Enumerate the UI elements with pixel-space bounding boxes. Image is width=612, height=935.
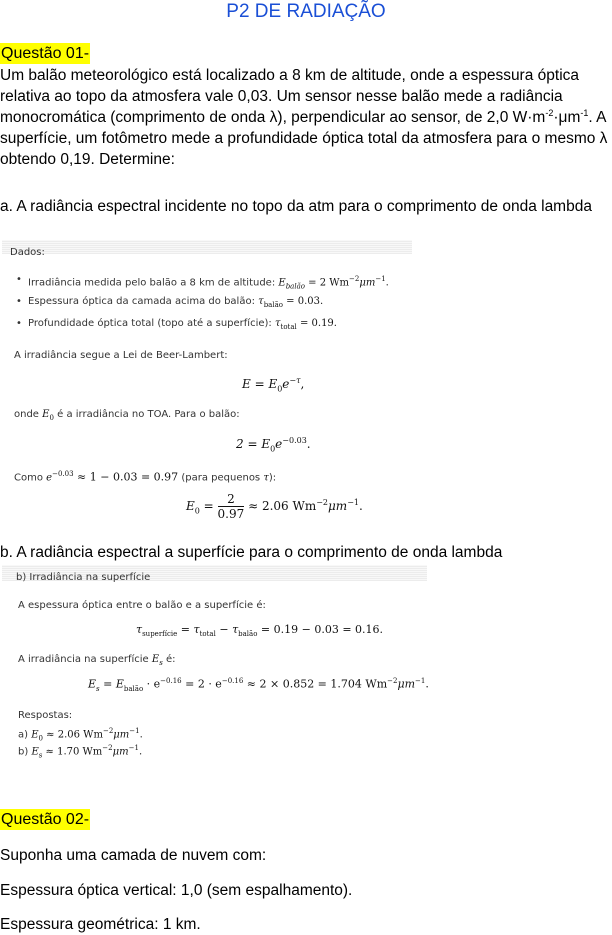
- given-item-2: • Espessura óptica da camada acima do balão: $\tau_{balão} = 0.03$.: [28, 295, 323, 312]
- beer-lambert-text: A irradiância segue a Lei de Beer-Lambert:: [14, 350, 228, 361]
- question-1-statement: Um balão meteorológico está localizado a 8 km de altitude, onde a espessura óptica relativa ao topo da atmosfera vale 0,03. Um sensor nesse balão mede a radiância monocromática (comprimento de onda λ), perpendicular ao sensor, de 2,0 $W\cdot m^{-2}\cdot\mu m^{-1}$. A superfície, um fotômetro mede a profundidade óptica total da atmosfera para o mesmo λ obtendo 0,19. Determine:: [0, 67, 608, 168]
- optical-thickness-text: A espessura óptica entre o balão e a superfície é:: [18, 600, 266, 611]
- question-2-label: Questão 02-: [1, 811, 90, 828]
- answer-a: a) $E_0 \approx 2.06$ $Wm^{-2}\mu m^{-1}$.: [18, 727, 143, 743]
- equation-e0: $E_0$ = $\frac{2}{0.97}$ ≈ 2.06 $Wm^{-2}\mu m^{-1}$.: [186, 492, 363, 521]
- equation-tau-surface: $\tau_{superfície} = \tau_{total} - \tau_{balão} = 0.19 - 0.03 = 0.16$.: [136, 623, 384, 639]
- given-item-3: • Profundidade óptica total (topo até a superfície): $\tau_{total} = 0.19$.: [28, 317, 337, 334]
- page-title: P2 DE RADIAÇÃO: [226, 1, 386, 22]
- section-b-heading: b) Irradiância na superfície: [16, 572, 151, 583]
- question-1-label: Questão 01-: [1, 45, 90, 62]
- approximation-text: Como $e^{-0.03} \approx 1 - 0.03 = 0.97$ (para pequenos τ):: [14, 470, 277, 484]
- answers-label: Respostas:: [18, 710, 73, 721]
- solution-image-a: [2, 240, 422, 532]
- onde-text: onde $E_0$ é a irradiância no TOA. Para o balão:: [14, 409, 240, 422]
- image-header-strip: [2, 240, 412, 254]
- question-2-line-2: Espessura óptica vertical: 1,0 (sem espalhamento).: [0, 882, 353, 899]
- given-item-1: • Irradiância medida pelo balão a 8 km de altitude: $E_{balão} = 2$ $Wm^{-2}\mu m^{-1}$.: [28, 273, 389, 293]
- question-1-part-a: a. A radiância espectral incidente no topo da atm para o comprimento de onda lambda: [0, 198, 592, 215]
- question-2-line-1: Suponha uma camada de nuvem com:: [0, 847, 267, 864]
- solution-image-b: [2, 565, 432, 765]
- question-1-part-b: b. A radiância espectral a superfície para o comprimento de onda lambda: [0, 544, 503, 561]
- surface-irradiance-text: A irradiância na superfície $E_s$ é:: [18, 654, 176, 667]
- answer-b: b) $E_s \approx 1.70$ $Wm^{-2}\mu m^{-1}$.: [18, 744, 143, 760]
- equation-beer-lambert: $E = E_0e^{-\tau}$,: [242, 376, 305, 394]
- dados-label: Dados:: [10, 247, 45, 258]
- equation-balloon: $2 = E_0e^{-0.03}$.: [236, 436, 311, 454]
- equation-es: $E_s = E_{balão} \cdot e^{-0.16} = 2 \cdot e^{-0.16} \approx 2 \times 0.852 = 1.704$ $Wm^{-2}\mu m^{-1}$.: [88, 677, 429, 693]
- question-2-line-3: Espessura geométrica: 1 km.: [0, 916, 201, 933]
